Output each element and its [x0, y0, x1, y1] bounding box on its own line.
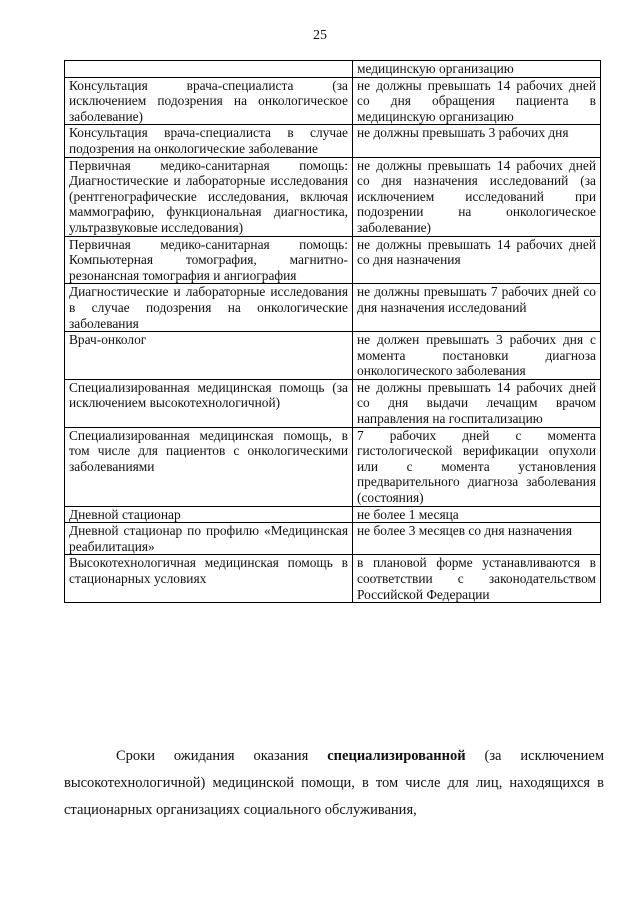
table-cell-service: Специализированная медицинская помощь, в том числе для пациентов с онкологическими заболеваниями	[65, 427, 353, 506]
table-cell-term: не более 3 месяцев со дня назначения	[353, 523, 601, 555]
paragraph-text-start: Сроки ожидания оказания	[116, 748, 328, 764]
table-cell-service: Дневной стационар по профилю «Медицинская реабилитация»	[65, 523, 353, 555]
table-cell-service: Диагностические и лабораторные исследования в случае подозрения на онкологические заболевания	[65, 284, 353, 332]
waiting-times-table	[64, 60, 601, 603]
table-row	[65, 427, 601, 506]
table-row	[65, 523, 601, 555]
table-cell-service: Первичная медико-санитарная помощь: Компьютерная томография, магнитно-резонансная томография и ангиография	[65, 236, 353, 284]
table-cell-service: Специализированная медицинская помощь (за исключением высокотехнологичной)	[65, 379, 353, 427]
table-cell-service: Консультация врача-специалиста в случае подозрения на онкологические заболевание	[65, 125, 353, 157]
table-row	[65, 379, 601, 427]
table-cell-term: не должны превышать 3 рабочих дня	[353, 125, 601, 157]
table-row	[65, 61, 601, 78]
table-row	[65, 284, 601, 332]
table-cell-term: не должны превышать 14 рабочих дней со дня выдачи лечащим врачом направления на госпитализацию	[353, 379, 601, 427]
table-cell-service	[65, 61, 353, 78]
table-cell-term: не должны превышать 14 рабочих дней со дня назначения	[353, 236, 601, 284]
table-cell-term: не более 1 месяца	[353, 506, 601, 523]
table-row	[65, 125, 601, 157]
table-cell-term: не должен превышать 3 рабочих дня с момента постановки диагноза онкологического заболевания	[353, 332, 601, 380]
table-cell-service: Дневной стационар	[65, 506, 353, 523]
table-row	[65, 77, 601, 125]
table-cell-service: Высокотехнологичная медицинская помощь в стационарных условиях	[65, 555, 353, 603]
table-row	[65, 332, 601, 380]
table-row	[65, 506, 601, 523]
table-cell-service: Врач-онколог	[65, 332, 353, 380]
page-number: 25	[313, 28, 327, 43]
table-row	[65, 236, 601, 284]
table-cell-service: Первичная медико-санитарная помощь: Диагностические и лабораторные исследования (рентгенографические исследования, включая маммографию, функциональная диагностика, ультразвуковые исследования)	[65, 157, 353, 236]
table-cell-term: в плановой форме устанавливаются в соответствии с законодательством Российской Федерации	[353, 555, 601, 603]
table-cell-service: Консультация врача-специалиста (за исключением подозрения на онкологическое заболевание)	[65, 77, 353, 125]
paragraph-text-end: (за исключением высокотехнологичной) медицинской помощи, в том числе для лиц, находящихся в стационарных организациях социального обслуживания,	[64, 748, 604, 818]
table-cell-term: не должны превышать 14 рабочих дней со дня назначения исследований (за исключением исследований при подозрении на онкологическое заболевание)	[353, 157, 601, 236]
body-paragraph	[64, 743, 604, 824]
table-cell-term: не должны превышать 14 рабочих дней со дня обращения пациента в медицинскую организацию	[353, 77, 601, 125]
table-row	[65, 555, 601, 603]
table-cell-term: медицинскую организацию	[353, 61, 601, 78]
table-row	[65, 157, 601, 236]
paragraph-bold-term: специализированной	[327, 748, 466, 764]
table-cell-term: 7 рабочих дней с момента гистологической верификации опухоли или с момента установления предварительного диагноза заболевания (состояния)	[353, 427, 601, 506]
table-cell-term: не должны превышать 7 рабочих дней со дня назначения исследований	[353, 284, 601, 332]
